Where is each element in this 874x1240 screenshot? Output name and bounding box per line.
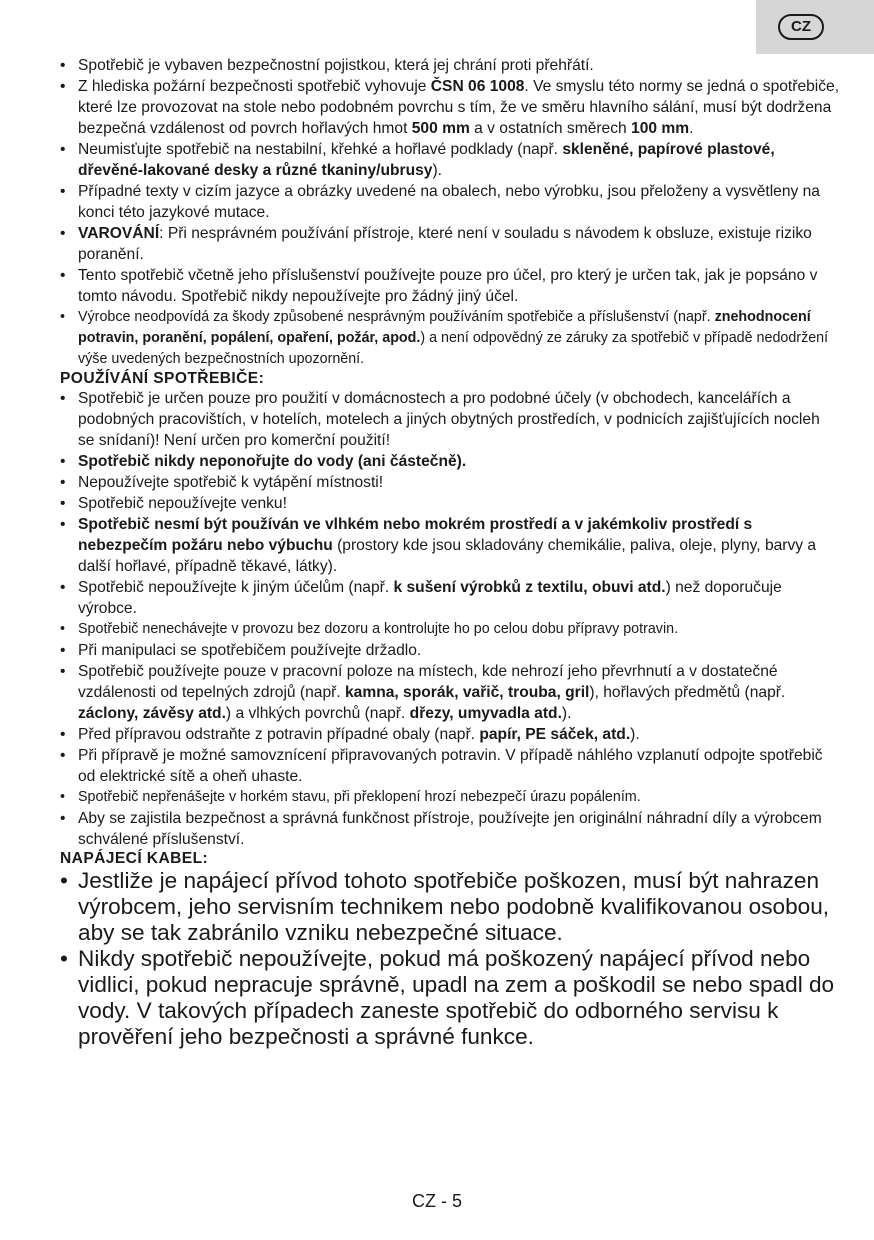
text-run: Tento spotřebič včetně jeho příslušenství používejte pouze pro účel, pro který je určen tak, jak je popsáno v tomto návodu. Spotřebič nikdy nepoužívejte pro žádný jiný účel. xyxy=(78,267,818,305)
text-run: . xyxy=(689,120,694,137)
bold-text: 100 mm xyxy=(631,120,690,137)
bold-text: papír, PE sáček, atd. xyxy=(479,726,631,743)
list-item xyxy=(60,619,840,640)
bold-text: dřezy, umyvadla atd. xyxy=(409,705,562,722)
page-number: CZ - 5 xyxy=(411,1191,462,1211)
text-run: ) a není odpovědný ze záruky za spotřebič v případě nedodržení výše uvedených bezpečnostních upozornění. xyxy=(78,330,829,367)
text-run: ). xyxy=(561,705,572,722)
text-run: Nepoužívejte spotřebič k vytápění místnosti! xyxy=(78,474,384,491)
text-run: ). xyxy=(630,726,640,743)
list-item xyxy=(60,76,840,139)
list-item xyxy=(60,493,840,514)
text-run: Z hlediska požární bezpečnosti spotřebič vyhovuje xyxy=(78,78,431,95)
text-run: Spotřebič nepoužívejte venku! xyxy=(78,495,287,512)
text-run: Jestliže je napájecí přívod tohoto spotřebiče poškozen, musí být nahrazen výrobcem, jeho servisním technikem nebo podobně kvalifikovanou osobou, aby se tak zabránilo vzniku nebezpečné situace. xyxy=(78,868,830,945)
text-run: Aby se zajistila bezpečnost a správná funkčnost přístroje, používejte jen originální náhradní díly a výrobcem schválené příslušenství. xyxy=(78,810,822,848)
list-item xyxy=(60,388,840,451)
list-item xyxy=(60,868,840,946)
bold-text: 500 mm xyxy=(411,120,470,137)
list-item xyxy=(60,139,840,181)
list-item xyxy=(60,787,840,808)
text-run: : Při nesprávném používání přístroje, které není v souladu s návodem k obsluze, existuje riziko poranění. xyxy=(78,225,812,263)
text-run: Při manipulaci se spotřebičem používejte držadlo. xyxy=(78,642,422,659)
list-item xyxy=(60,307,840,370)
text-run: ) a vlhkých povrchů (např. xyxy=(225,705,410,722)
list-item xyxy=(60,946,840,1050)
text-run: . Ve smyslu této normy se jedná o spotřebiče, které lze provozovat na stole nebo podobném povrchu s tím, že ve směru hlavního sálání, musí být dodržena bezpečná vzdálenost od povrch hořlavých hmot xyxy=(78,78,840,137)
manual-content xyxy=(60,55,840,1050)
bold-text: ČSN 06 1008 xyxy=(430,78,525,95)
text-run: Nikdy spotřebič nepoužívejte, pokud má poškozený napájecí přívod nebo vidlici, pokud nepracuje správně, upadl na zem a poškodil se nebo spadl do vody. V takových případech zaneste spotřebič do odborného servisu k prověření jeho bezpečnosti a správné funkce. xyxy=(78,946,835,1049)
text-run: Neumisťujte spotřebič na nestabilní, křehké a hořlavé podklady (např. xyxy=(78,141,563,158)
list-item xyxy=(60,55,840,76)
text-run: Při přípravě je možné samovznícení připravovaných potravin. V případě náhlého vzplanutí odpojte spotřebič od elektrické sítě a oheň uhaste. xyxy=(78,747,823,785)
text-run: ) než doporučuje výrobce. xyxy=(78,579,782,617)
bold-text: kamna, sporák, vařič, trouba, gril xyxy=(344,684,590,701)
text-run: Spotřebič nenechávejte v provozu bez dozoru a kontrolujte ho po celou dobu přípravy potravin. xyxy=(78,621,679,637)
text-run: Spotřebič je určen pouze pro použití v domácnostech a pro podobné účely (v obchodech, kancelářích a podobných pracovištích, v hotelích, motelech a jiných obytných prostředích, v podnicích zajišťujících nocleh se snídaní)! Není určen pro komerční použití! xyxy=(78,390,820,449)
text-run: a v ostatních směrech xyxy=(469,120,632,137)
bold-text: záclony, závěsy atd. xyxy=(78,705,226,722)
list-item xyxy=(60,808,840,850)
usage-list xyxy=(60,388,840,850)
text-run: Spotřebič nepoužívejte k jiným účelům (např. xyxy=(78,579,394,596)
bold-text: k sušení výrobků z textilu, obuvi atd. xyxy=(393,579,666,596)
text-run: Případné texty v cizím jazyce a obrázky uvedené na obalech, nebo výrobku, jsou přeloženy a vysvětleny na konci této jazykové mutace. xyxy=(78,183,820,221)
text-run: Spotřebič používejte pouze v pracovní poloze na místech, kde nehrozí jeho převrhnutí a v dostatečné vzdálenosti od tepelných zdrojů (např. xyxy=(78,663,778,701)
list-item xyxy=(60,265,840,307)
text-run: Spotřebič nepřenášejte v horkém stavu, při překlopení hrozí nebezpečí úrazu popálením. xyxy=(78,789,641,805)
safety-list xyxy=(60,55,840,370)
bold-text: skleněné, papírové plastové, dřevěné-lakované desky a různé tkaniny/ubrusy xyxy=(78,141,775,179)
language-badge: CZ xyxy=(778,14,824,40)
power-cable-list xyxy=(60,868,840,1050)
list-item xyxy=(60,577,840,619)
bold-text: znehodnocení potravin, poranění, popálení, opaření, požár, apod. xyxy=(78,309,811,346)
text-run: Výrobce neodpovídá za škody způsobené nesprávným používáním spotřebiče a příslušenství (např. xyxy=(78,309,715,325)
list-item xyxy=(60,514,840,577)
list-item xyxy=(60,181,840,223)
list-item xyxy=(60,640,840,661)
list-item xyxy=(60,661,840,724)
text-run: ). xyxy=(432,162,442,179)
text-run: Spotřebič je vybaven bezpečnostní pojistkou, která jej chrání proti přehřátí. xyxy=(78,57,594,74)
text-run: ), hořlavých předmětů (např. xyxy=(589,684,786,701)
section-heading-power-cable: NAPÁJECÍ KABEL: xyxy=(60,850,209,867)
text-run: (prostory kde jsou skladovány chemikálie, paliva, oleje, plyny, barvy a další hořlavé, případně těkavé, látky). xyxy=(78,537,817,575)
text-run: Před přípravou odstraňte z potravin případné obaly (např. xyxy=(78,726,480,743)
list-item xyxy=(60,451,840,472)
section-heading-usage: POUŽÍVÁNÍ SPOTŘEBIČE: xyxy=(60,370,265,387)
list-item xyxy=(60,472,840,493)
list-item xyxy=(60,745,840,787)
list-item xyxy=(60,223,840,265)
bold-text: VAROVÁNÍ xyxy=(78,225,160,242)
bold-text: Spotřebič nikdy neponořujte do vody (ani částečně). xyxy=(78,453,467,470)
language-tab xyxy=(756,0,874,54)
bold-text: Spotřebič nesmí být používán ve vlhkém nebo mokrém prostředí a v jakémkoliv prostředí s nebezpečím požáru nebo výbuchu xyxy=(78,516,753,554)
list-item xyxy=(60,724,840,745)
